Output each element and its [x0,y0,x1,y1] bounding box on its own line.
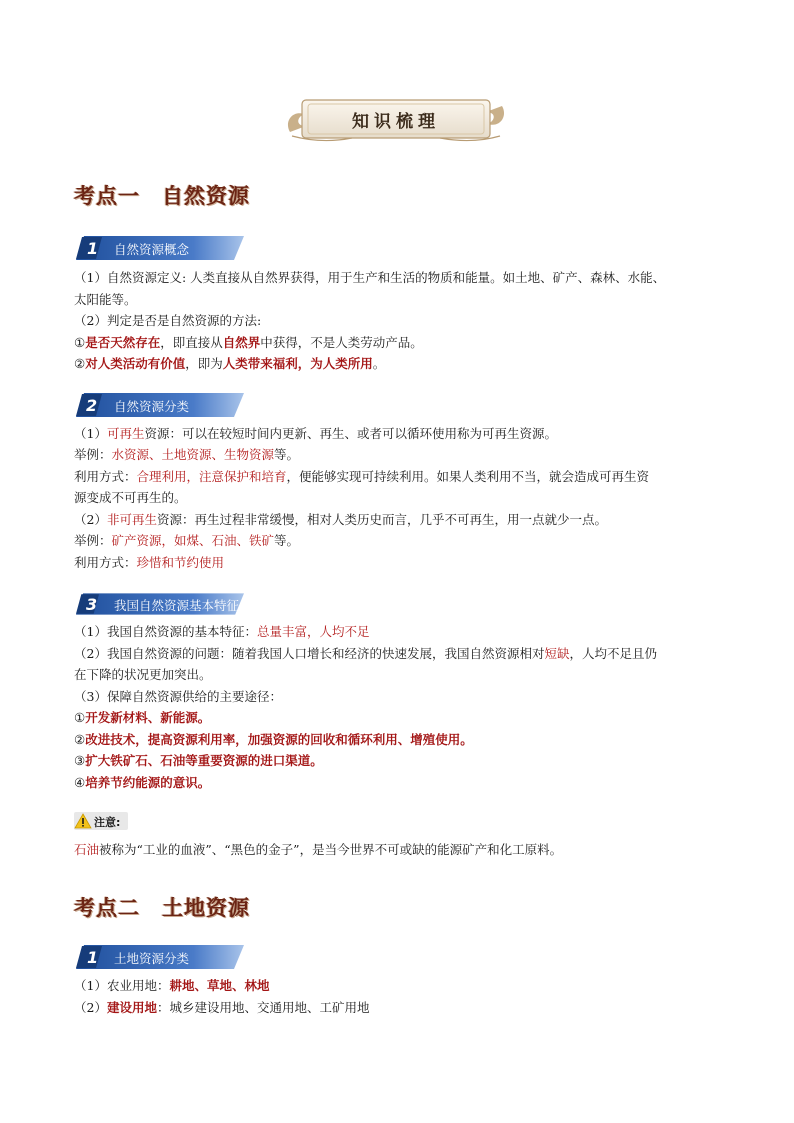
svg-text:1: 1 [87,948,99,966]
text-line: （2）建设用地：城乡建设用地、交通用地、工矿用地 [74,1000,370,1015]
text-line: ①开发新材料、新能源。 [74,710,211,725]
subheading-label: 我国自然资源基本特征 [114,598,240,613]
text-line: （2）非可再生资源：再生过程非常缓慢，相对人类历史而言，几乎不可再生，用一点就少一点。 [74,512,607,527]
svg-text:1: 1 [87,239,99,257]
highlight: 矿产资源，如煤、石油、铁矿 [111,533,275,548]
text-line: 源变成不可再生的。 [74,490,187,505]
text-line: ④培养节约能源的意识。 [74,775,211,790]
text-line: 利用方式：珍惜和节约使用 [74,555,225,570]
text-line: 利用方式：合理利用，注意保护和培育，便能够实现可持续利用。如果人类利用不当，就会造成可再生资 [74,469,650,484]
highlight: 非可再生 [106,512,157,527]
highlight: 开发新材料、新能源。 [85,710,211,725]
highlight: 对人类活动有价值 [85,356,186,371]
note-text: 石油被称为“工业的血液”、“黑色的金子”，是当今世界不可或缺的能源矿产和化工原料。 [74,842,563,857]
section-number: 考点二 [74,896,140,920]
text-line: 举例：水资源、土地资源、生物资源等。 [74,447,300,462]
note-badge [74,812,128,830]
highlight: 建设用地 [106,1000,157,1015]
highlight: 自然界 [222,335,261,350]
note-label: 注意: [94,816,121,829]
svg-text:2: 2 [86,396,98,414]
number-badge-icon [85,948,99,966]
text-line: 举例：矿产资源，如煤、石油、铁矿等。 [74,533,300,548]
highlight: 石油 [74,842,100,857]
highlight: 是否天然存在 [85,335,161,350]
highlight: 耕地、草地、林地 [169,978,270,993]
svg-text:3: 3 [86,595,98,613]
text-line: ②对人类活动有价值，即为人类带来福利，为人类所用。 [74,356,386,371]
highlight: 培养节约能源的意识。 [85,775,211,790]
text-line: 在下降的状况更加突出。 [74,667,212,682]
section-number: 考点一 [74,184,140,208]
text-line: （1）农业用地：耕地、草地、林地 [74,978,270,993]
text-line: （3）保障自然资源供给的主要途径： [74,689,282,704]
subheading-label: 自然资源分类 [114,399,190,414]
text-line: 太阳能等。 [74,292,137,307]
highlight: 可再生 [106,426,145,441]
text-line: （1）可再生资源：可以在较短时间内更新、再生、或者可以循环使用称为可再生资源。 [74,426,557,441]
number-badge-icon [85,396,99,414]
text-line: （1）自然资源定义: 人类直接从自然界获得，用于生产和生活的物质和能量。如土地、矿产、森林、水能、 [74,270,666,285]
text-line: ③扩大铁矿石、石油等重要资源的进口渠道。 [74,753,323,768]
section-title-land-resources [74,892,250,922]
highlight: 合理利用，注意保护和培育 [136,469,287,484]
text-line: ①是否天然存在，即直接从自然界中获得，不是人类劳动产品。 [74,335,423,350]
number-badge-icon [85,595,99,613]
text-line: ②改进技术，提高资源利用率，加强资源的回收和循环利用、增殖使用。 [74,732,473,747]
highlight: 改进技术，提高资源利用率，加强资源的回收和循环利用、增殖使用。 [85,732,473,747]
subheading-label: 土地资源分类 [114,951,190,966]
text-line: （2）判定是否是自然资源的方法: [74,313,262,328]
highlight: 水资源、土地资源、生物资源 [111,447,275,462]
highlight: 总量丰富，人均不足 [256,624,370,639]
banner-title: 知识梳理 [352,112,440,132]
highlight: 人类带来福利，为人类所用 [222,356,373,371]
text-line: （2）我国自然资源的问题：随着我国人口增长和经济的快速发展，我国自然资源相对短缺，人均不足且仍 [74,646,657,661]
number-badge-icon [85,239,99,257]
section-banner [282,92,510,146]
highlight: 珍惜和节约使用 [136,555,225,570]
highlight: 短缺 [544,646,570,661]
text-line: （1）我国自然资源的基本特征：总量丰富，人均不足 [74,624,370,639]
section-title-natural-resources [74,180,250,210]
subheading-label: 自然资源概念 [114,242,190,257]
section-name: 土地资源 [162,896,250,920]
highlight: 扩大铁矿石、石油等重要资源的进口渠道。 [85,753,323,768]
section-name: 自然资源 [162,184,250,208]
